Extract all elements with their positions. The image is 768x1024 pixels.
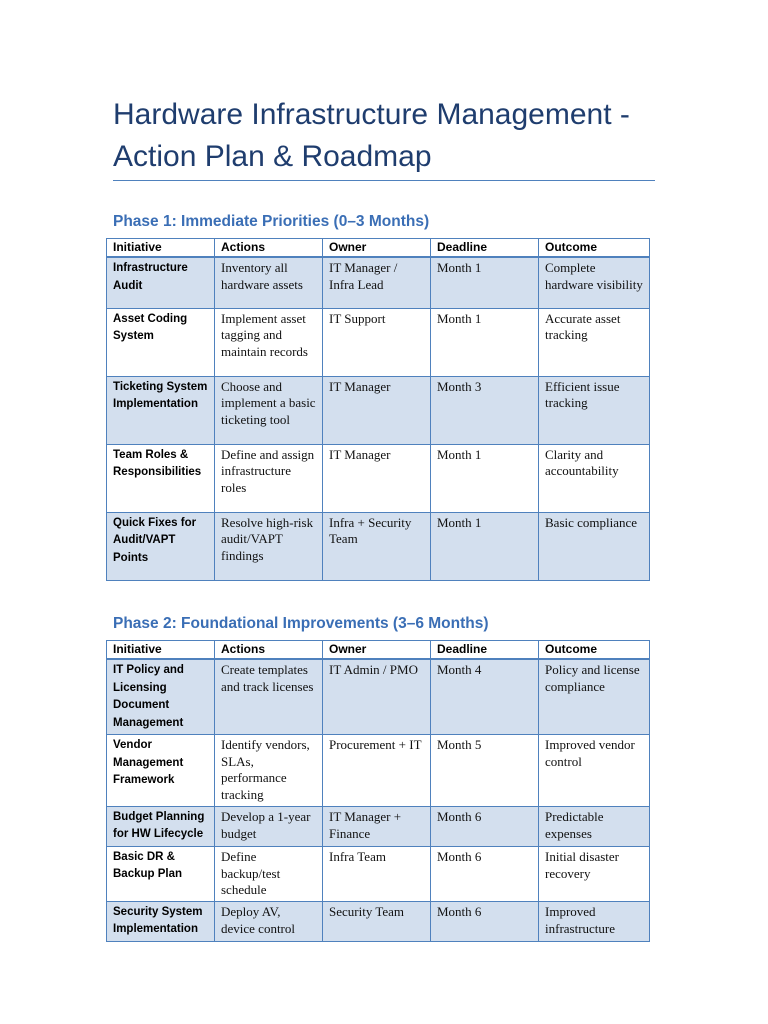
deadline-cell: Month 1 xyxy=(431,257,539,308)
phase-1-heading: Phase 1: Immediate Priorities (0–3 Months) xyxy=(113,213,430,230)
deadline-cell: Month 1 xyxy=(431,512,539,580)
owner-cell: Infra Team xyxy=(323,846,431,901)
actions-cell: Inventory all hardware assets xyxy=(215,257,323,308)
table-row xyxy=(107,901,650,941)
deadline-cell: Month 4 xyxy=(431,659,539,735)
outcome-cell: Initial disaster recovery xyxy=(539,846,650,901)
owner-cell: IT Manager + Finance xyxy=(323,806,431,846)
owner-cell: IT Admin / PMO xyxy=(323,659,431,735)
table-header-row xyxy=(107,239,650,258)
initiative-cell: Asset Coding System xyxy=(107,308,215,376)
deadline-cell: Month 6 xyxy=(431,806,539,846)
column-header-owner: Owner xyxy=(323,641,431,660)
actions-cell: Create templates and track licenses xyxy=(215,659,323,735)
column-header-outcome: Outcome xyxy=(539,641,650,660)
initiative-cell: Ticketing System Implementation xyxy=(107,376,215,444)
phase-1-table xyxy=(106,238,650,581)
owner-cell: IT Support xyxy=(323,308,431,376)
table-row xyxy=(107,806,650,846)
column-header-actions: Actions xyxy=(215,239,323,258)
table-row xyxy=(107,257,650,308)
outcome-cell: Accurate asset tracking xyxy=(539,308,650,376)
owner-cell: IT Manager xyxy=(323,376,431,444)
initiative-cell: Basic DR & Backup Plan xyxy=(107,846,215,901)
outcome-cell: Improved infrastructure xyxy=(539,901,650,941)
actions-cell: Choose and implement a basic ticketing tool xyxy=(215,376,323,444)
deadline-cell: Month 1 xyxy=(431,308,539,376)
deadline-cell: Month 3 xyxy=(431,376,539,444)
title-divider xyxy=(113,180,655,181)
outcome-cell: Basic compliance xyxy=(539,512,650,580)
column-header-deadline: Deadline xyxy=(431,239,539,258)
table-row xyxy=(107,308,650,376)
deadline-cell: Month 6 xyxy=(431,901,539,941)
column-header-owner: Owner xyxy=(323,239,431,258)
column-header-initiative: Initiative xyxy=(107,641,215,660)
initiative-cell: Security System Implementation xyxy=(107,901,215,941)
column-header-deadline: Deadline xyxy=(431,641,539,660)
deadline-cell: Month 6 xyxy=(431,846,539,901)
initiative-cell: Team Roles & Responsibilities xyxy=(107,444,215,512)
outcome-cell: Predictable expenses xyxy=(539,806,650,846)
table-header-row xyxy=(107,641,650,660)
table-row xyxy=(107,444,650,512)
owner-cell: IT Manager xyxy=(323,444,431,512)
column-header-initiative: Initiative xyxy=(107,239,215,258)
owner-cell: IT Manager / Infra Lead xyxy=(323,257,431,308)
initiative-cell: Infrastructure Audit xyxy=(107,257,215,308)
outcome-cell: Policy and license compliance xyxy=(539,659,650,735)
initiative-cell: Vendor Management Framework xyxy=(107,735,215,807)
deadline-cell: Month 5 xyxy=(431,735,539,807)
actions-cell: Implement asset tagging and maintain records xyxy=(215,308,323,376)
table-row xyxy=(107,512,650,580)
table-row xyxy=(107,376,650,444)
outcome-cell: Improved vendor control xyxy=(539,735,650,807)
column-header-outcome: Outcome xyxy=(539,239,650,258)
actions-cell: Identify vendors, SLAs, performance tracking xyxy=(215,735,323,807)
owner-cell: Infra + Security Team xyxy=(323,512,431,580)
outcome-cell: Complete hardware visibility xyxy=(539,257,650,308)
outcome-cell: Efficient issue tracking xyxy=(539,376,650,444)
phase-2-heading: Phase 2: Foundational Improvements (3–6 Months) xyxy=(113,615,489,632)
initiative-cell: IT Policy and Licensing Document Management xyxy=(107,659,215,735)
actions-cell: Define backup/test schedule xyxy=(215,846,323,901)
owner-cell: Security Team xyxy=(323,901,431,941)
owner-cell: Procurement + IT xyxy=(323,735,431,807)
actions-cell: Deploy AV, device control xyxy=(215,901,323,941)
table-row xyxy=(107,846,650,901)
document-title: Hardware Infrastructure Management - Action Plan & Roadmap xyxy=(113,98,630,173)
initiative-cell: Budget Planning for HW Lifecycle xyxy=(107,806,215,846)
phase-2-table xyxy=(106,640,650,942)
table-row xyxy=(107,659,650,735)
outcome-cell: Clarity and accountability xyxy=(539,444,650,512)
actions-cell: Define and assign infrastructure roles xyxy=(215,444,323,512)
deadline-cell: Month 1 xyxy=(431,444,539,512)
column-header-actions: Actions xyxy=(215,641,323,660)
table-row xyxy=(107,735,650,807)
actions-cell: Resolve high-risk audit/VAPT findings xyxy=(215,512,323,580)
initiative-cell: Quick Fixes for Audit/VAPT Points xyxy=(107,512,215,580)
actions-cell: Develop a 1-year budget xyxy=(215,806,323,846)
